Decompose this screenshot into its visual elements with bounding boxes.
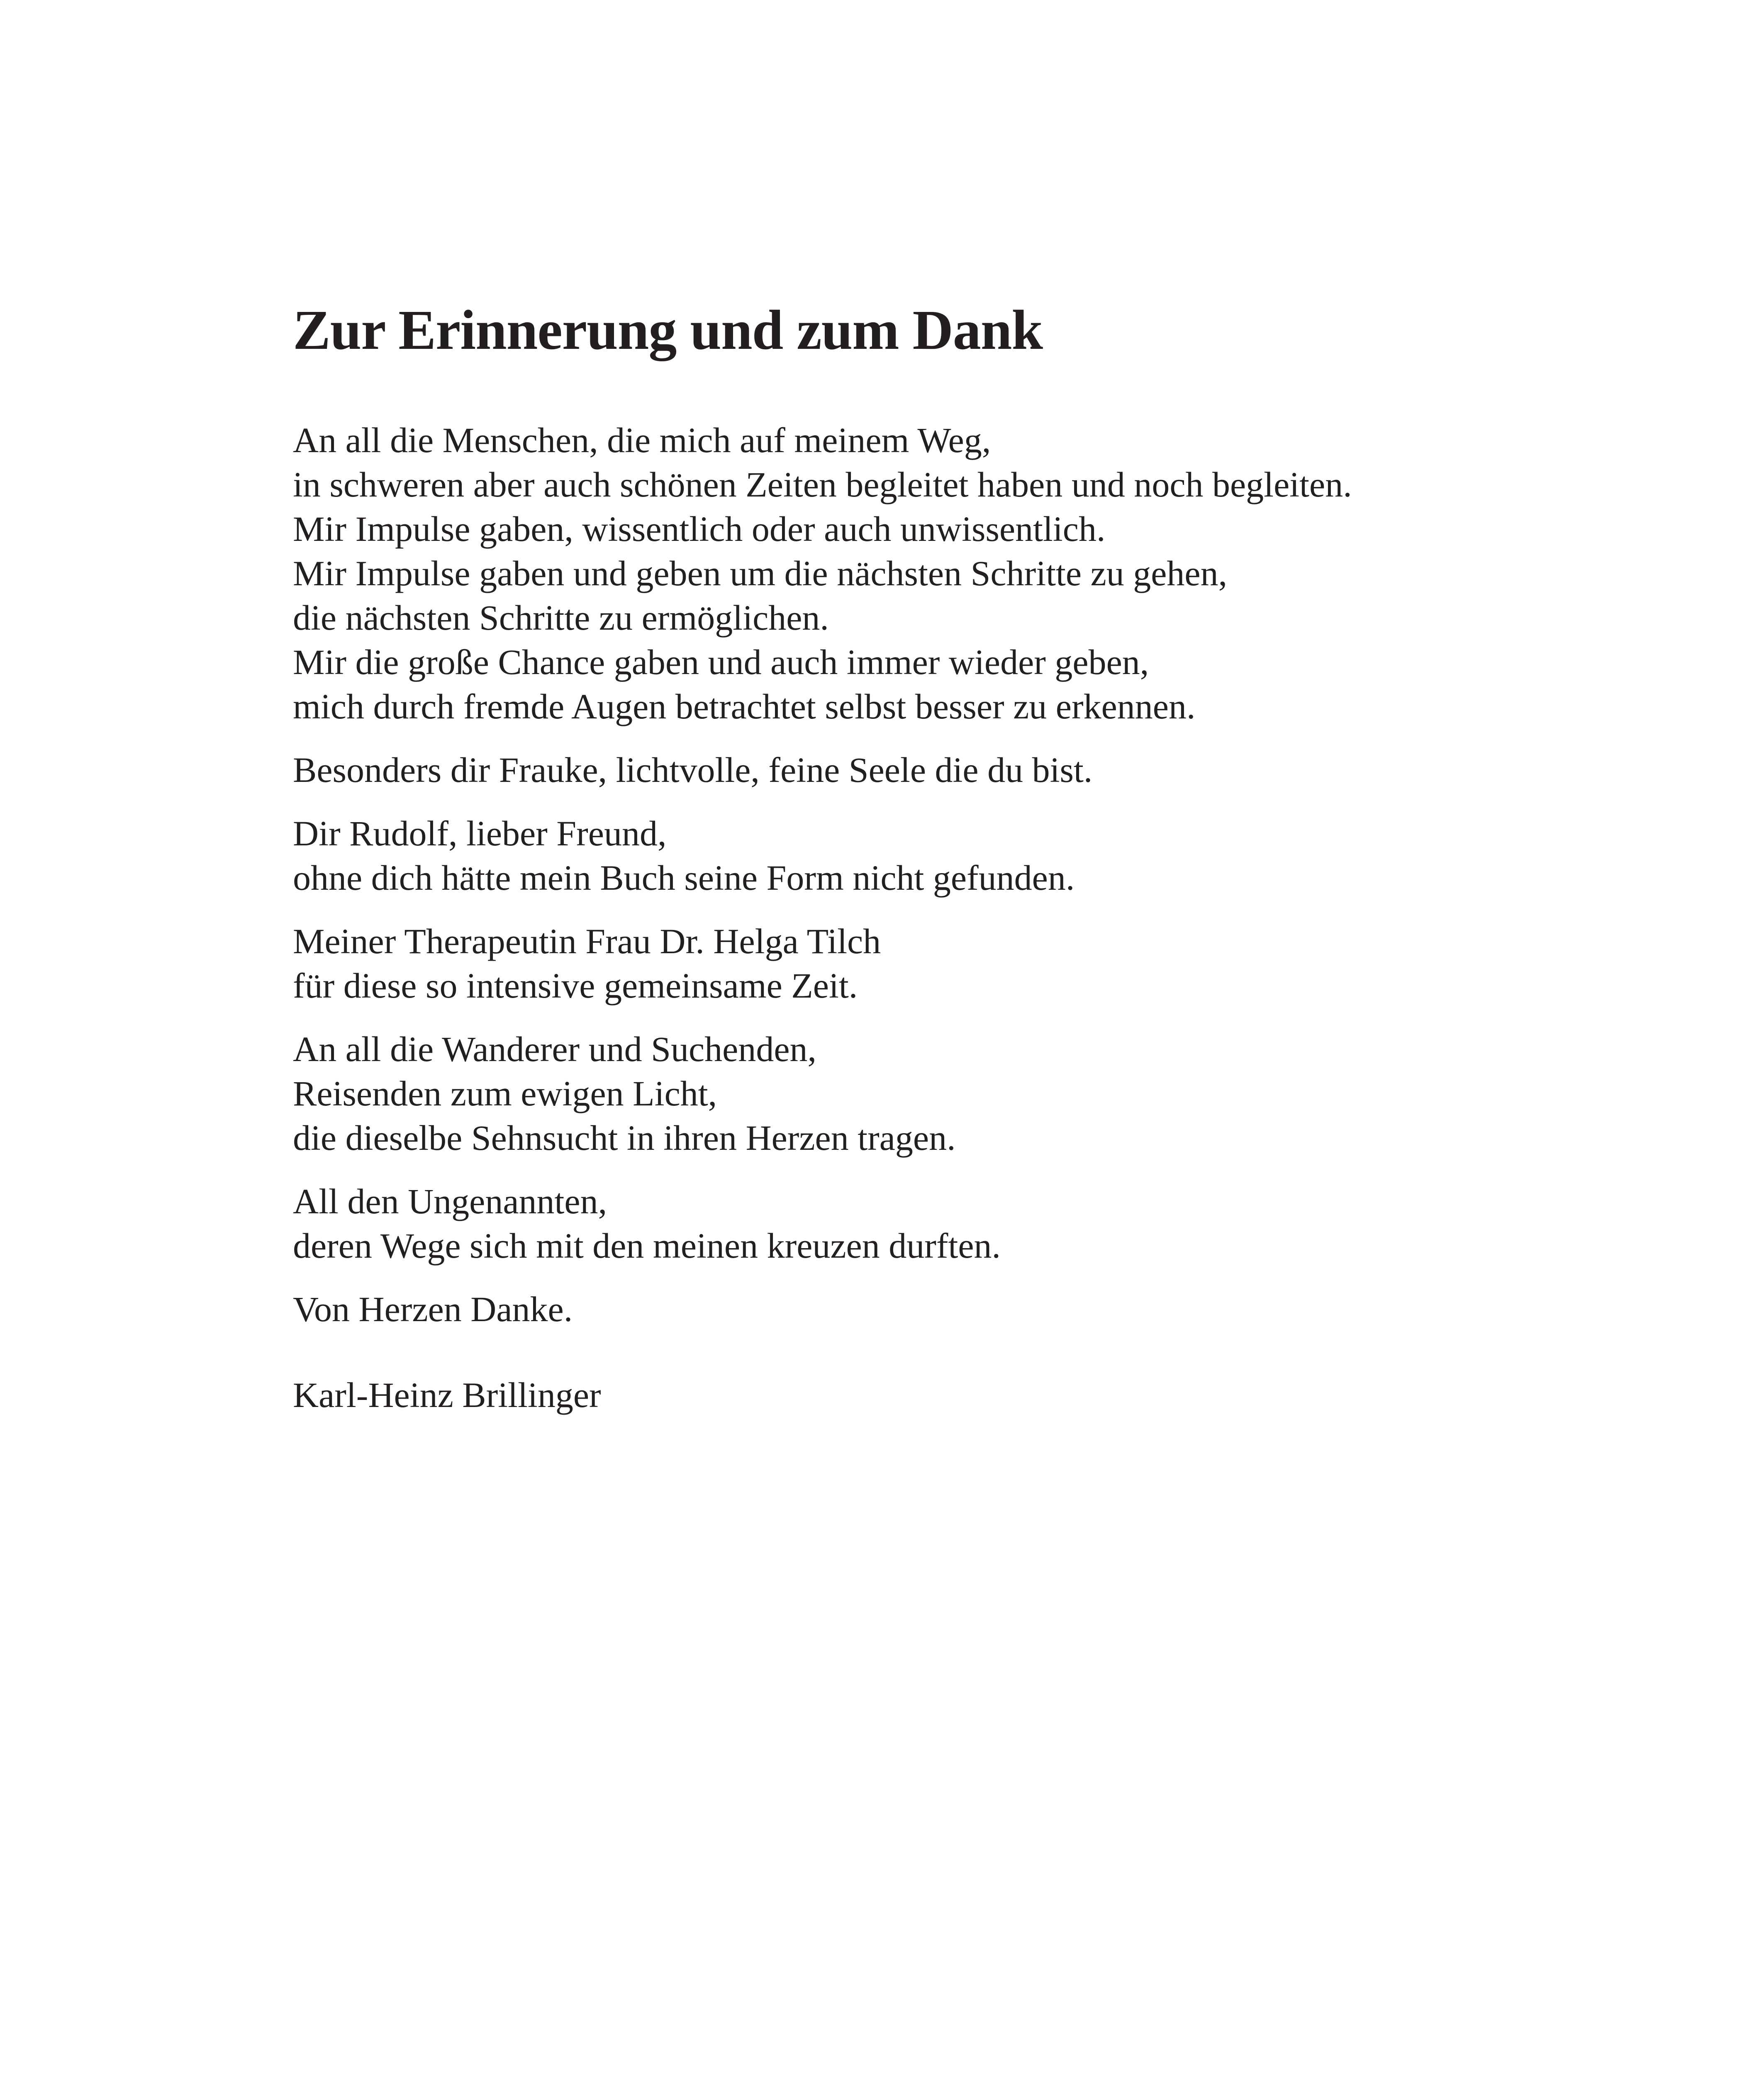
text-line: Mir Impulse gaben, wissentlich oder auch unwissentlich. xyxy=(293,509,1106,549)
page-title: Zur Erinnerung und zum Dank xyxy=(293,299,1043,361)
text-line: All den Ungenannten, xyxy=(293,1181,607,1222)
dedication-content xyxy=(293,297,1579,1417)
text-line: Von Herzen Danke. xyxy=(293,1289,573,1329)
text-line: Dir Rudolf, lieber Freund, xyxy=(293,813,667,854)
text-line: die nächsten Schritte zu ermöglichen. xyxy=(293,598,829,638)
text-line: Mir die große Chance gaben und auch immer wieder geben, xyxy=(293,642,1149,682)
text-line: An all die Menschen, die mich auf meinem Weg, xyxy=(293,420,991,460)
dedication-body xyxy=(293,418,1579,1332)
paragraph xyxy=(293,811,1579,900)
text-line: Reisenden zum ewigen Licht, xyxy=(293,1074,717,1114)
paragraph xyxy=(293,1027,1579,1160)
text-line: deren Wege sich mit den meinen kreuzen durften. xyxy=(293,1226,1001,1266)
text-line: für diese so intensive gemeinsame Zeit. xyxy=(293,966,858,1006)
paragraph xyxy=(293,418,1579,729)
paragraph xyxy=(293,1179,1579,1268)
text-line: in schweren aber auch schönen Zeiten begleitet haben und noch begleiten. xyxy=(293,465,1352,505)
text-line: Besonders dir Frauke, lichtvolle, feine Seele die du bist. xyxy=(293,750,1093,790)
paragraph xyxy=(293,1287,1579,1332)
paragraph xyxy=(293,748,1579,792)
text-line: Mir Impulse gaben und geben um die nächsten Schritte zu gehen, xyxy=(293,553,1228,594)
text-line: An all die Wanderer und Suchenden, xyxy=(293,1029,816,1069)
text-line: ohne dich hätte mein Buch seine Form nicht gefunden. xyxy=(293,858,1075,898)
text-line: mich durch fremde Augen betrachtet selbst besser zu erkennen. xyxy=(293,686,1196,727)
paragraph xyxy=(293,919,1579,1008)
text-line: Meiner Therapeutin Frau Dr. Helga Tilch xyxy=(293,921,881,962)
author-signature: Karl-Heinz Brillinger xyxy=(293,1375,601,1415)
text-line: die dieselbe Sehnsucht in ihren Herzen tragen. xyxy=(293,1118,956,1158)
